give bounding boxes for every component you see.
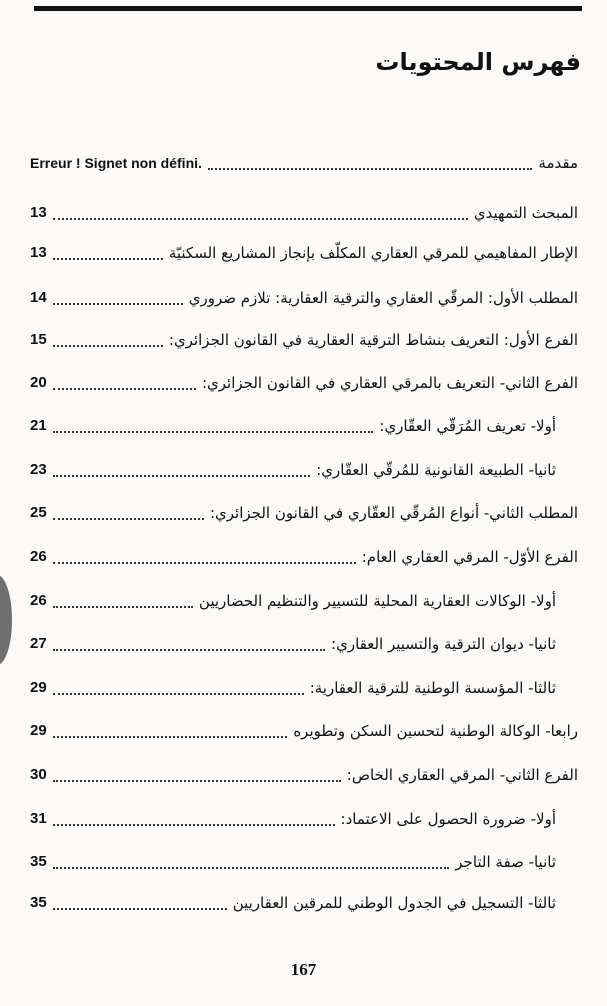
toc-entry-title: أولا- تعريف المُرَقّي العقّاري: bbox=[379, 417, 556, 435]
toc-entry-title: رابعا- الوكالة الوطنية لتحسين السكن وتطويره bbox=[293, 722, 578, 740]
toc-leader-dots bbox=[53, 198, 468, 220]
toc-entry[interactable] bbox=[30, 498, 578, 528]
toc-entry-title: ثالثا- المؤسسة الوطنية للترقية العقارية: bbox=[309, 679, 556, 697]
toc-entry[interactable] bbox=[30, 411, 578, 441]
toc-entry-page: 23 bbox=[30, 461, 47, 478]
toc-entry[interactable] bbox=[30, 888, 578, 918]
toc-entry-title: أولا- الوكالات العقارية المحلية للتسيير والتنظيم الحضاريين bbox=[198, 592, 556, 610]
toc-leader-dots bbox=[208, 148, 533, 170]
toc-leader-dots bbox=[53, 368, 196, 390]
toc-entry-title: الإطار المفاهيمي للمرقي العقاري المكلّف بإنجاز المشاريع السكنيّة bbox=[168, 244, 578, 262]
toc-entry-title: الفرع الثاني- المرقي العقاري الخاص: bbox=[346, 766, 578, 784]
toc-leader-dots bbox=[53, 325, 163, 347]
toc-entry-page: 29 bbox=[30, 679, 47, 696]
toc-entry[interactable] bbox=[30, 804, 578, 834]
toc-entry-page: 13 bbox=[30, 204, 47, 221]
toc-entry-title: الفرع الأول: التعريف بنشاط الترقية العقارية في القانون الجزائري: bbox=[168, 331, 578, 349]
toc-entry-title: مقدمة bbox=[538, 154, 578, 172]
toc-leader-dots bbox=[53, 716, 288, 738]
toc-entry-page: 20 bbox=[30, 374, 47, 391]
toc-entry[interactable] bbox=[30, 198, 578, 228]
toc-entry-page: 29 bbox=[30, 722, 47, 739]
toc-leader-dots bbox=[53, 847, 450, 869]
toc-leader-dots bbox=[53, 542, 356, 564]
toc-entry-page: 31 bbox=[30, 810, 47, 827]
toc-leader-dots bbox=[53, 411, 374, 433]
toc-entry[interactable] bbox=[30, 368, 578, 398]
toc-leader-dots bbox=[53, 804, 335, 826]
toc-entry-page: 14 bbox=[30, 289, 47, 306]
toc-entry[interactable] bbox=[30, 760, 578, 790]
toc-entry[interactable] bbox=[30, 283, 578, 313]
toc-leader-dots bbox=[53, 888, 227, 910]
toc-entry-title: الفرع الثاني- التعريف بالمرقي العقاري في القانون الجزائري: bbox=[201, 374, 578, 392]
toc-entry-page: 35 bbox=[30, 894, 47, 911]
toc-entry-page: 35 bbox=[30, 853, 47, 870]
toc-entry[interactable] bbox=[30, 847, 578, 877]
toc-entry-title: ثانيا- الطبيعة القانونية للمُرقّي العقّاري: bbox=[316, 461, 556, 479]
toc-entry-title: ثانيا- ديوان الترقية والتسيير العقاري: bbox=[331, 635, 556, 653]
toc-entry-page: 26 bbox=[30, 548, 47, 565]
toc-entry-page: Erreur ! Signet non défini. bbox=[30, 155, 202, 171]
page-title: فهرس المحتويات bbox=[375, 48, 581, 76]
toc-leader-dots bbox=[53, 629, 325, 651]
page-number: 167 bbox=[290, 960, 317, 979]
toc-leader-dots bbox=[53, 586, 193, 608]
toc-entry[interactable] bbox=[30, 586, 578, 616]
toc-entry-page: 25 bbox=[30, 504, 47, 521]
toc-entry[interactable] bbox=[30, 542, 578, 572]
toc-entry-page: 27 bbox=[30, 635, 47, 652]
toc-entry-title: ثانيا- صفة التاجر bbox=[455, 853, 556, 871]
toc-entry[interactable] bbox=[30, 455, 578, 485]
toc-entry-title: ثالثا- التسجيل في الجدول الوطني للمرقين العقاريين bbox=[232, 894, 556, 912]
toc-entry[interactable] bbox=[30, 148, 578, 178]
toc-entry[interactable] bbox=[30, 325, 578, 355]
toc-entry[interactable] bbox=[30, 673, 578, 703]
toc-leader-dots bbox=[53, 455, 311, 477]
toc-entry-title: الفرع الأوّل- المرقي العقاري العام: bbox=[361, 548, 578, 566]
toc-entry[interactable] bbox=[30, 629, 578, 659]
toc-entry-page: 30 bbox=[30, 766, 47, 783]
toc-entry-page: 13 bbox=[30, 244, 47, 261]
toc-leader-dots bbox=[53, 238, 163, 260]
toc-leader-dots bbox=[53, 498, 204, 520]
toc-entry-title: المطلب الثاني- أنواع المُرقّي العقّاري في القانون الجزائري: bbox=[209, 504, 578, 522]
toc-entry-page: 21 bbox=[30, 417, 47, 434]
toc-leader-dots bbox=[53, 283, 183, 305]
toc-entry-page: 15 bbox=[30, 331, 47, 348]
toc-entry[interactable] bbox=[30, 238, 578, 268]
toc-entry-title: المطلب الأول: المرقّي العقاري والترقية العقارية: تلازم ضروري bbox=[188, 289, 578, 307]
toc-entry-title: المبحث التمهيدي bbox=[473, 204, 578, 222]
toc-leader-dots bbox=[53, 760, 341, 782]
toc-entry-title: أولا- ضرورة الحصول على الاعتماد: bbox=[340, 810, 556, 828]
toc-leader-dots bbox=[53, 673, 304, 695]
toc-entry-page: 26 bbox=[30, 592, 47, 609]
toc-entry[interactable] bbox=[30, 716, 578, 746]
